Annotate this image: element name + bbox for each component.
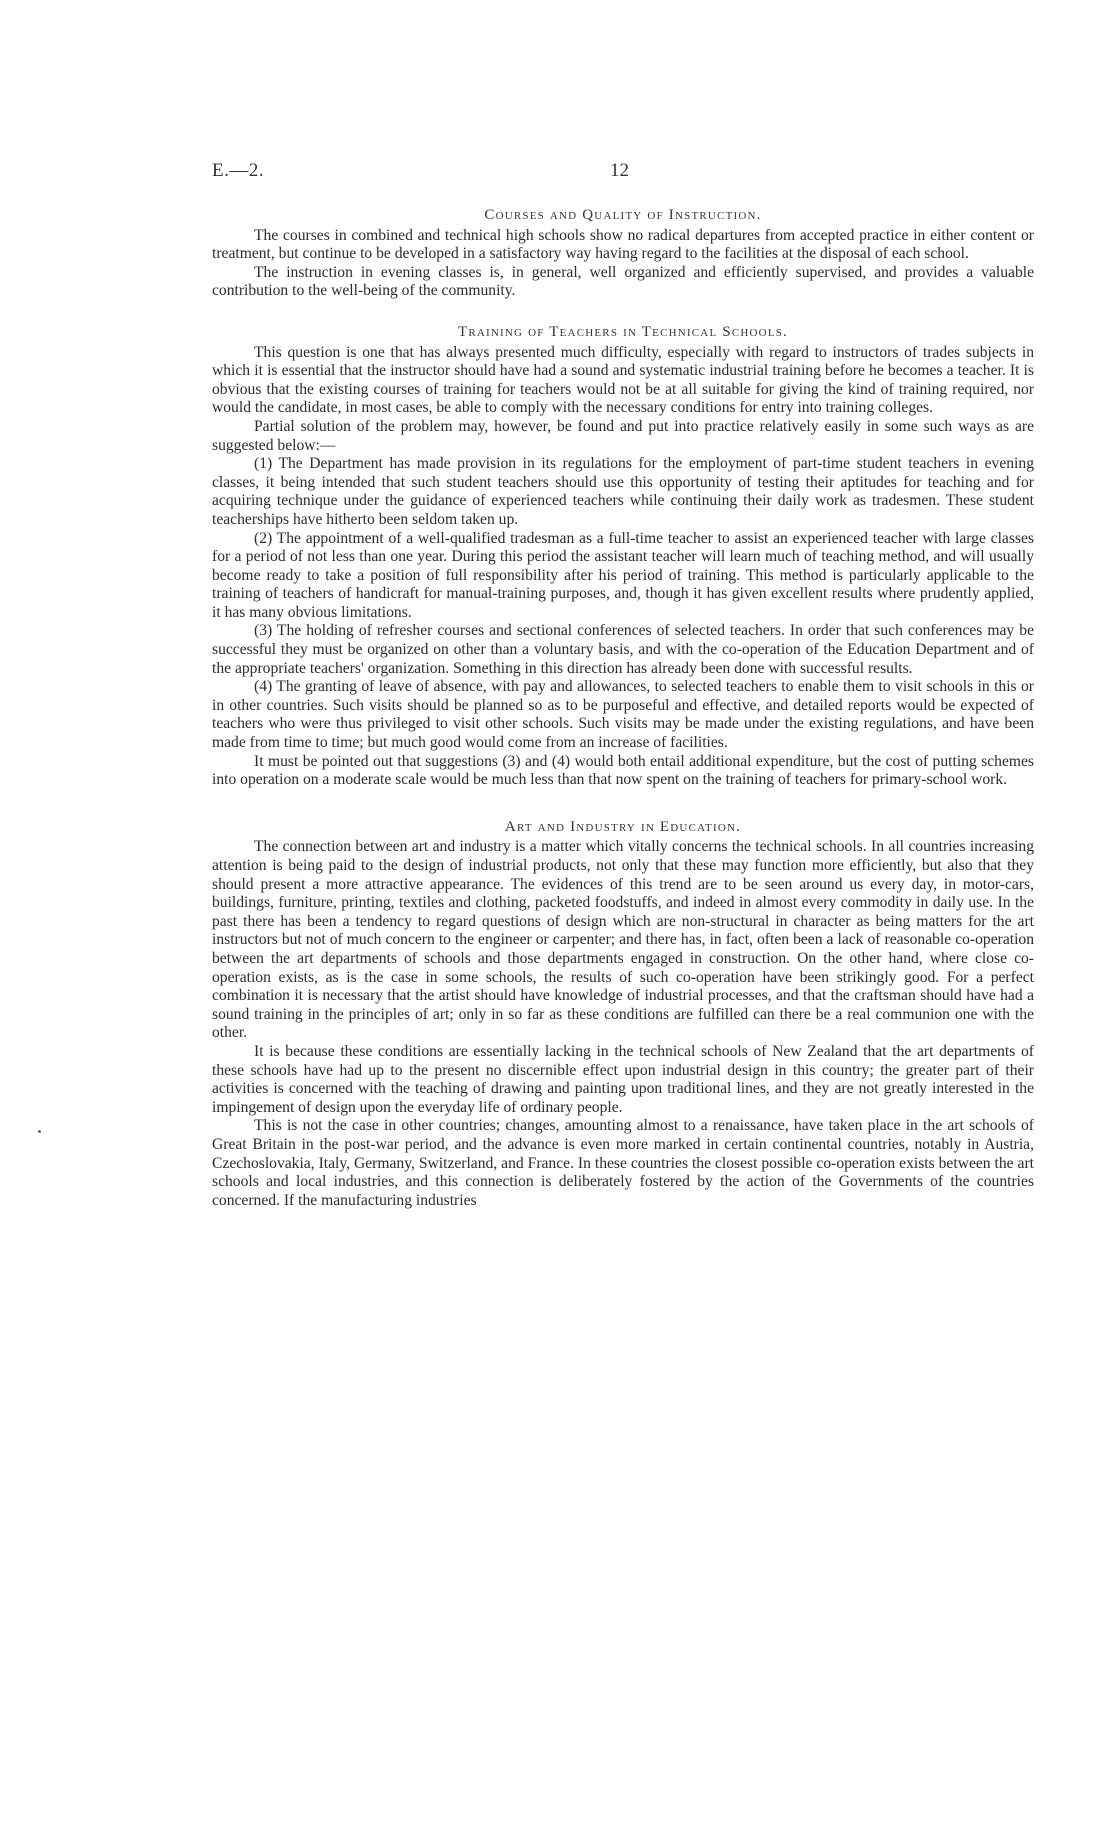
section-courses-quality — [212, 206, 1034, 301]
page-number: 12 — [610, 160, 629, 181]
section-heading: Courses and Quality of Instruction. — [484, 207, 762, 223]
scan-speck — [38, 1130, 41, 1133]
section-training-teachers — [212, 323, 1034, 790]
page-header — [212, 160, 1037, 184]
numbered-paragraph: (2) The appointment of a well-qualified tradesman as a full-time teacher to assist an experienced teacher with large classes for a period of not less than one year. During this period the assistant teacher will learn much of teaching method, and will usually become ready to take a position of full responsibility after his period of training. This method is particularly applicable to the training of teachers of handicraft for manual-training purposes, and, though it has given excellent results where prudently applied, it has many obvious limitations. — [212, 529, 1034, 621]
section-heading: Training of Teachers in Technical Schools. — [457, 323, 789, 340]
paragraph: This question is one that has always presented much difficulty, especially with regard to instructors of trades subjects in which it is essential that the instructor should have had a sound and systematic industrial training before he becomes a teacher. It is obvious that the existing courses of training for teachers would not be at all suitable for giving the kind of training required, nor would the candidate, in most cases, be able to comply with the necessary conditions for entry into training colleges. — [212, 343, 1034, 417]
numbered-paragraph: (4) The granting of leave of absence, with pay and allowances, to selected teachers to enable them to visit schools in this or in other countries. Such visits should be planned so as to be purposeful and effective, and detailed reports would be expected of teachers who were thus privileged to visit other schools. Such visits may be made under the existing regulations, and have been made from time to time; but much good would come from an increase of facilities. — [212, 678, 1034, 752]
section-art-industry — [212, 818, 1034, 1210]
section-heading: Art and Industry in Education. — [504, 818, 742, 835]
paragraph: The courses in combined and technical high schools show no radical departures from accepted practice in either content or treatment, but continue to be developed in a satisfactory way having regard to the facilities at the disposal of each school. — [212, 226, 1034, 263]
numbered-paragraph: (3) The holding of refresher courses and sectional conferences of selected teachers. In order that such conferences may be successful they must be organized on other than a voluntary basis, and with the co-operation of the Education Department and of the appropriate teachers' organization. Something in this direction has already been done with successful results. — [212, 622, 1034, 677]
document-reference: E.—2. — [212, 160, 265, 181]
numbered-paragraph: (1) The Department has made provision in its regulations for the employment of part-time student teachers in evening classes, it being intended that such student teachers should use this opportunity of testing their aptitudes for teaching and for acquiring technique under the guidance of experienced teachers while continuing their daily work as tradesmen. These student teacherships have hitherto been seldom taken up. — [212, 455, 1034, 528]
paragraph: It must be pointed out that suggestions (3) and (4) would both entail additional expenditure, but the cost of putting schemes into operation on a moderate scale would be much less than that now spent on the training of teachers for primary-school work. — [212, 752, 1034, 789]
page-body — [212, 206, 1034, 1210]
paragraph: This is not the case in other countries; changes, amounting almost to a renaissance, have taken place in the art schools of Great Britain in the post-war period, and the advance is even more marked in certain continental countries, notably in Austria, Czechoslovakia, Italy, Germany, Switzerland, and France. In these countries the closest possible co-operation exists between the art schools and local industries, and this connection is deliberately fostered by the action of the Governments of the countries concerned. If the manufacturing industries — [212, 1117, 1034, 1209]
paragraph: It is because these conditions are essentially lacking in the technical schools of New Zealand that the art departments of these schools have had up to the present no discernible effect upon industrial design in this country; the greater part of their activities is concerned with the teaching of drawing and painting upon traditional lines, and they are not greatly interested in the impingement of design upon the everyday life of ordinary people. — [212, 1042, 1034, 1116]
paragraph: The connection between art and industry is a matter which vitally concerns the technical schools. In all countries increasing attention is being paid to the design of industrial products, not only that these may function more efficiently, but also that they should present a more attractive appearance. The evidences of this trend are to be seen around us every day, in motor-cars, buildings, furniture, printing, textiles and clothing, packeted foodstuffs, and indeed in almost every commodity in daily use. In the past there has been a tendency to regard questions of design which are non-structural in character as being matters for the art instructors but not of much concern to the engineer or carpenter; and there has, in fact, often been a lack of reasonable co-operation between the art departments of schools and those departments engaged in construction. On the other hand, where close co-operation exists, as is the case in some schools, the results of such co-operation have been strikingly good. For a perfect combination it is necessary that the artist should have knowledge of industrial processes, and that the craftsman should have had a sound training in the principles of art; only in so far as these conditions are fulfilled can there be a real communion one with the other. — [212, 838, 1034, 1042]
paragraph: Partial solution of the problem may, however, be found and put into practice relatively easily in some such ways as are suggested below:— — [212, 417, 1034, 454]
paragraph: The instruction in evening classes is, in general, well organized and efficiently supervised, and provides a valuable contribution to the well-being of the community. — [212, 263, 1034, 300]
